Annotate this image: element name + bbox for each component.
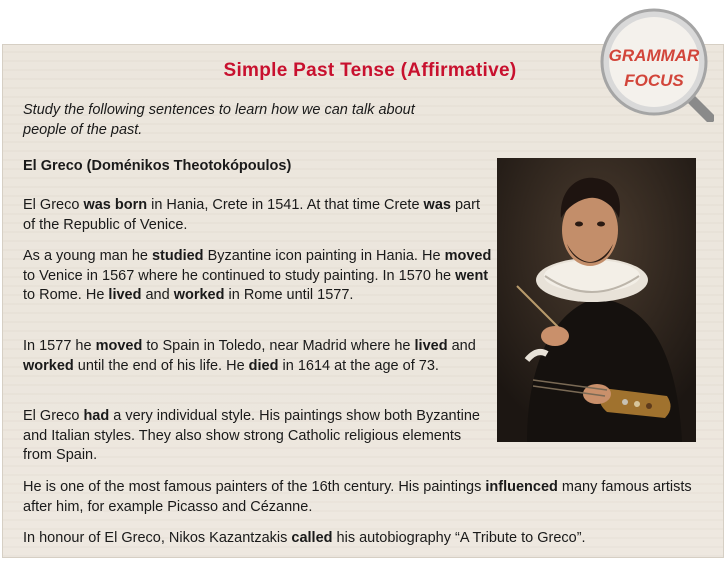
paragraph-text: until the end of his life. He [73, 357, 249, 374]
paragraph-text: El Greco [23, 197, 84, 213]
paragraph-text: and [141, 287, 174, 303]
intro-text: Study the following sentences to learn how we can talk about people of the past. [23, 102, 415, 138]
paragraph-text: in Hania, Crete in 1541. At that time Crete [147, 197, 424, 213]
paragraph-text: and [447, 338, 476, 354]
past-tense-verb: influenced [485, 479, 558, 495]
page-title: Simple Past Tense (Affirmative) [223, 60, 517, 81]
past-tense-verb: had [83, 408, 110, 424]
paragraph-text: to Spain in Toledo, near Madrid where he [142, 338, 415, 354]
paragraph-text: In 1577 he [23, 338, 96, 354]
paragraph-text: He is one of the most famous painters of the 16th century. His paintings [23, 479, 486, 495]
paragraph-text: El Greco [23, 408, 84, 424]
past-tense-verb: lived [108, 287, 142, 303]
paragraph-text: part of the Republic of Venice. [23, 197, 480, 233]
badge-line2: FOCUS [624, 71, 684, 90]
paragraph [23, 529, 703, 549]
paragraph-text: In honour of El Greco, Nikos Kazantzakis [23, 530, 292, 546]
paragraph [23, 196, 493, 235]
section-heading: El Greco (Doménikos Theotokópoulos) [23, 158, 292, 174]
paragraph-text: Byzantine icon painting in Hania. He [203, 248, 445, 264]
badge-line1: GRAMMAR [608, 46, 700, 65]
past-tense-verb: studied [151, 248, 204, 264]
paragraph-text: his autobiography “A Tribute to Greco”. [332, 530, 586, 546]
past-tense-verb: worked [23, 357, 74, 374]
past-tense-verb: died [248, 357, 279, 374]
paragraph-text: many famous artists after him, for example Picasso and Cézanne. [23, 479, 692, 515]
paragraph-text: in 1614 at the age of 73. [278, 357, 439, 374]
paragraph [23, 337, 493, 376]
past-tense-verb: moved [95, 338, 143, 354]
past-tense-verb: worked [173, 287, 225, 303]
past-tense-verb: was [423, 197, 451, 213]
paragraph [23, 478, 703, 517]
paragraph-text: to Rome. He [23, 287, 109, 303]
paragraph-text: As a young man he [23, 248, 152, 264]
past-tense-verb: was born [83, 197, 148, 213]
paragraph [23, 407, 493, 466]
paragraph [23, 247, 493, 306]
past-tense-verb: called [291, 530, 333, 546]
paragraph-text: in Rome until 1577. [224, 287, 354, 303]
paragraph-text: a very individual style. His paintings show both Byzantine and Italian styles. They also show strong Catholic religious elements from Spain. [23, 408, 480, 463]
el-greco-portrait [497, 158, 696, 442]
past-tense-verb: went [455, 267, 489, 284]
paragraph-text: to Venice in 1567 where he continued to study painting. In 1570 he [23, 267, 456, 284]
past-tense-verb: lived [414, 338, 448, 354]
past-tense-verb: moved [444, 248, 492, 264]
